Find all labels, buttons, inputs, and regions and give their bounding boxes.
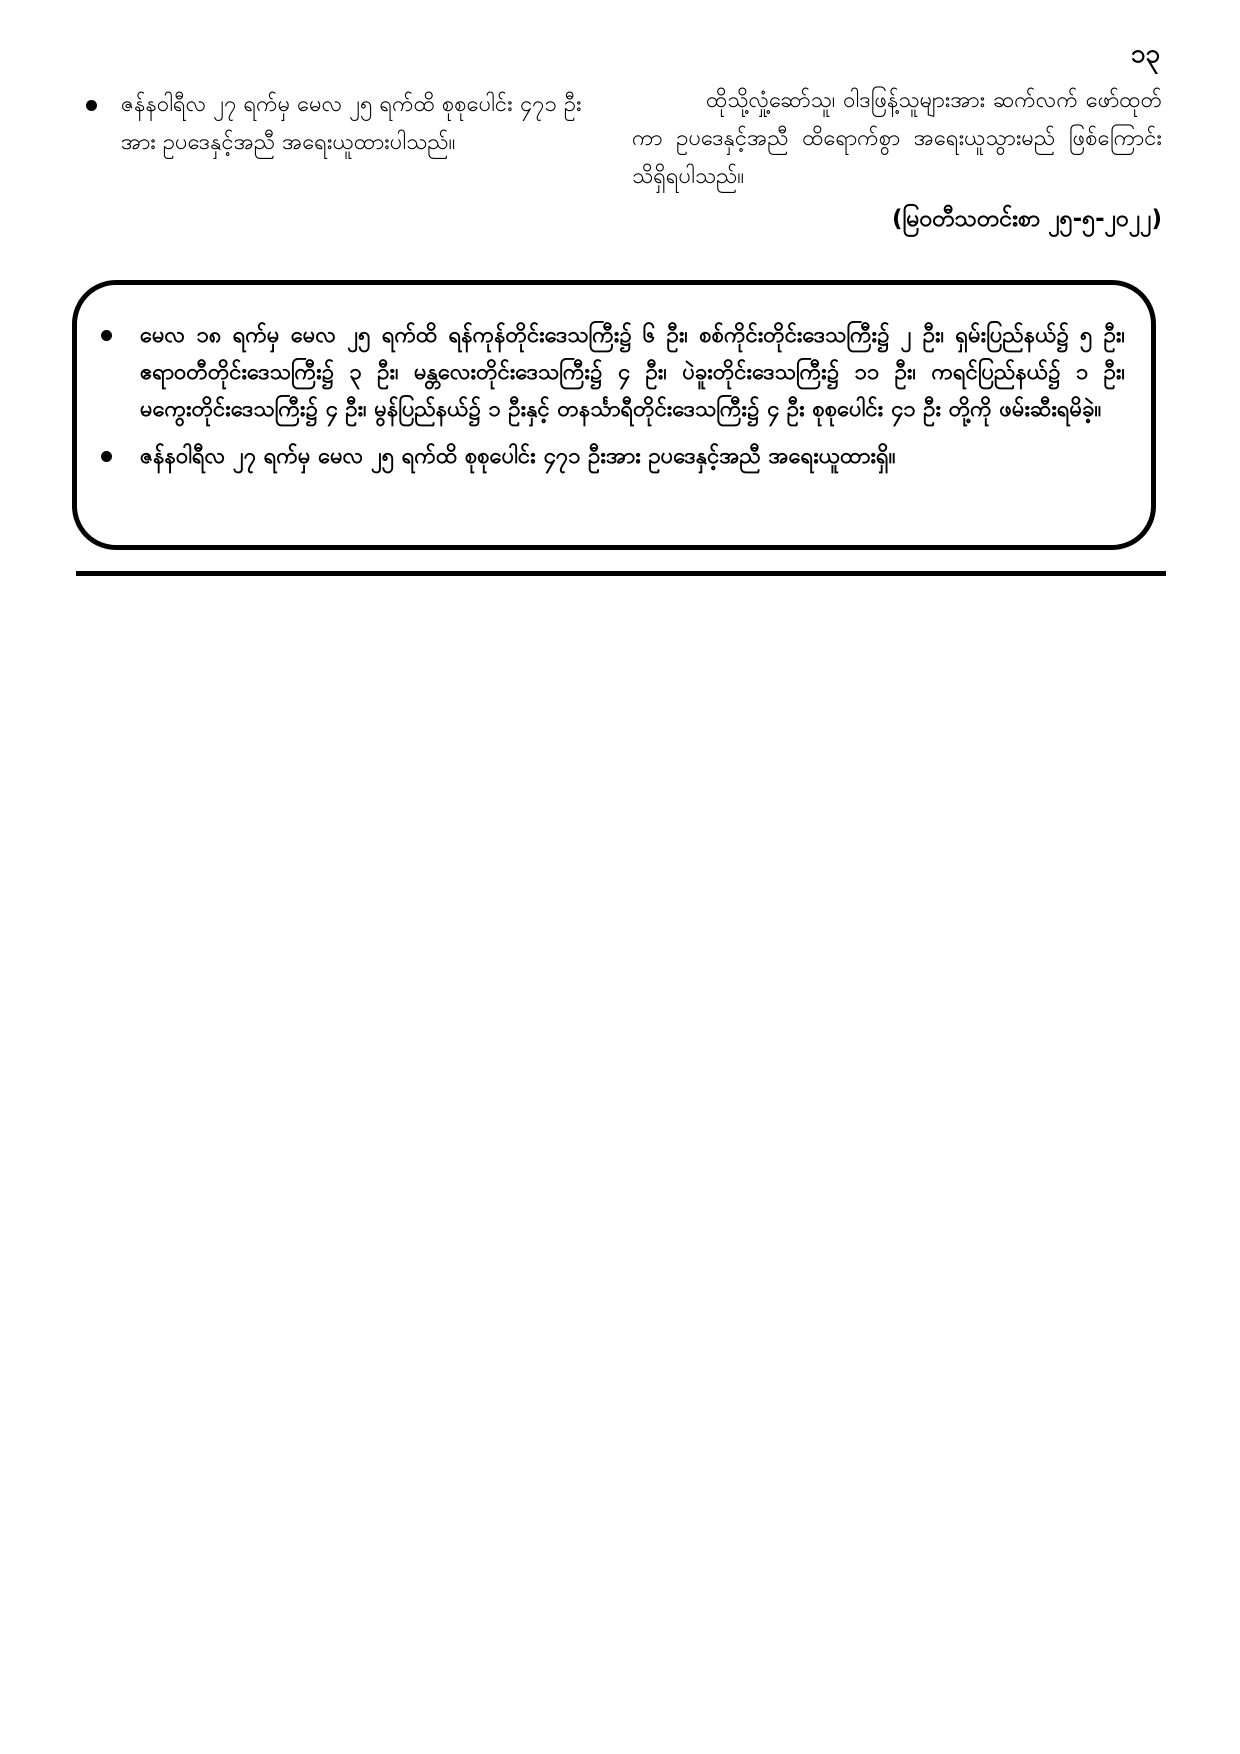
section-divider [76,571,1166,576]
page-number: ၁၃ [1130,39,1160,69]
list-item-text: ဇန်နဝါရီလ ၂၇ ရက်မှ မေလ ၂၅ ရက်ထိ စုစုပေါင်း ၄၇၁ ဦး အား ဥပဒေနှင့်အညီ အရေးယူထားပါသည်။ [121,92,582,155]
top-left-column [86,86,606,162]
summary-bullet [101,317,1125,428]
bullet-icon [101,451,112,462]
summary-box [72,280,1156,550]
source-citation: (မြဝတီသတင်းစာ ၂၅-၅-၂၀၂၂) [891,206,1162,232]
bullet-icon [101,330,112,341]
summary-bullet-text: မေလ ၁၈ ရက်မှ မေလ ၂၅ ရက်ထိ ရန်ကုန်တိုင်းဒေသကြီး၌ ၆ ဦး၊ စစ်ကိုင်းတိုင်းဒေသကြီး၌ ၂ ဦး၊ ရှမ်းပြည်နယ်၌ ၅ ဦး၊ ဧရာဝတီတိုင်းဒေသကြီး၌ ၃ ဦး၊ မန္တလေးတိုင်းဒေသကြီး၌ ၄ ဦး၊ ပဲခူးတိုင်းဒေသကြီး၌ ၁၁ ဦး၊ ကရင်ပြည်နယ်၌ ၁ ဦး၊ မကွေးတိုင်းဒေသကြီး၌ ၄ ဦး၊ မွန်ပြည်နယ်၌ ၁ ဦးနှင့် တနင်္သာရီတိုင်းဒေသကြီး၌ ၄ ဦး စုစုပေါင်း ၄၁ ဦး တို့ကို ဖမ်းဆီးရမိခဲ့။ [140,323,1125,422]
top-right-paragraph: ထိုသို့လှုံ့ဆော်သူ၊ ဝါဒဖြန့်သူများအား ဆက်လက် ဖော်ထုတ်ကာ ဥပဒေနှင့်အညီ ထိရောက်စွာ အရေးယူသွားမည် ဖြစ်ကြောင်း သိရှိရပါသည်။ [632,88,1162,189]
bullet-icon [86,100,97,111]
summary-bullet [101,438,1125,475]
list-item [86,86,606,162]
summary-bullet-text: ဇန်နဝါရီလ ၂၇ ရက်မှ မေလ ၂၅ ရက်ထိ စုစုပေါင်း ၄၇၁ ဦးအား ဥပဒေနှင့်အညီ အရေးယူထားရှိ။ [140,444,896,469]
